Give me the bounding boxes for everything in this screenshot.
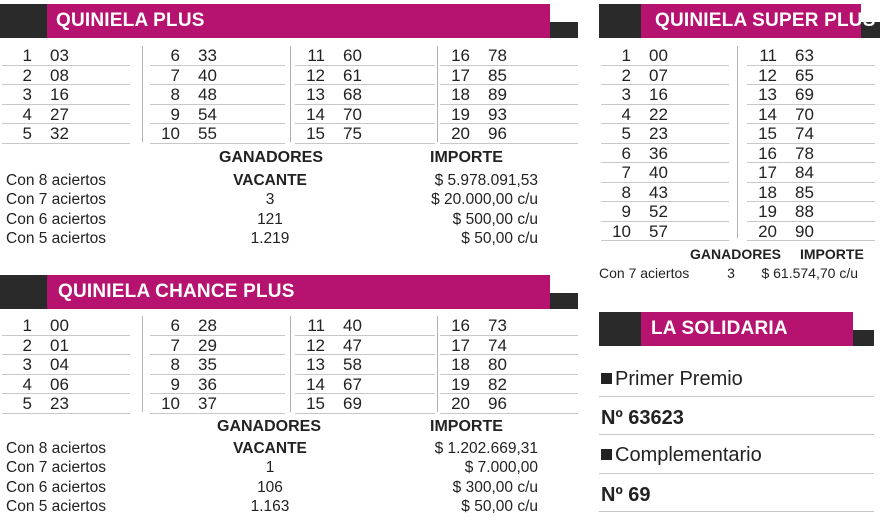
drawn-number: 47 [343, 335, 362, 355]
prize-amount: $ 5.978.091,53 [434, 172, 538, 189]
draw-position: 16 [758, 143, 777, 163]
complementary-label: Complementario [601, 444, 762, 467]
number-column [295, 46, 435, 144]
draw-position: 6 [170, 46, 180, 65]
drawn-number: 57 [649, 221, 668, 241]
drawn-number: 96 [488, 124, 507, 143]
draw-position: 17 [758, 163, 777, 182]
draw-position: 14 [306, 374, 325, 394]
amount-header: IMPORTE [430, 418, 503, 435]
number-column [440, 316, 578, 414]
complementary-number: Nº 69 [601, 484, 651, 506]
draw-position: 10 [612, 221, 631, 241]
drawn-number: 40 [198, 65, 217, 85]
winners-header: GANADORES [690, 246, 782, 262]
quiniela-plus-title: QUINIELA PLUS [56, 10, 205, 31]
draw-position: 13 [758, 85, 777, 104]
draw-position: 17 [451, 65, 470, 85]
drawn-number: 61 [343, 65, 362, 85]
prize-label: Con 7 aciertos [6, 191, 106, 209]
prize-label: Con 6 aciertos [6, 478, 106, 496]
quiniela-chance-banner [0, 275, 578, 309]
quiniela-super-grid [599, 46, 877, 242]
drawn-number: 06 [50, 374, 69, 394]
draw-position: 7 [170, 335, 180, 355]
drawn-number: 78 [488, 46, 507, 65]
draw-position: 4 [621, 104, 631, 124]
column-divider [142, 46, 143, 142]
number-row [150, 85, 285, 105]
drawn-number: 60 [343, 46, 362, 65]
number-row [601, 222, 729, 242]
draw-position: 5 [621, 124, 631, 143]
number-row [601, 163, 729, 183]
first-prize-label: Primer Premio [601, 368, 743, 391]
draw-position: 14 [306, 104, 325, 124]
drawn-number: 63 [795, 46, 814, 65]
draw-position: 11 [307, 316, 325, 335]
drawn-number: 16 [649, 85, 668, 104]
number-row [747, 183, 875, 203]
draw-position: 3 [22, 85, 32, 104]
number-row [440, 316, 578, 336]
drawn-number: 90 [795, 221, 814, 241]
draw-position: 5 [22, 394, 32, 413]
draw-position: 1 [621, 46, 631, 65]
draw-position: 19 [451, 374, 470, 394]
number-row [747, 144, 875, 164]
number-row [2, 66, 130, 86]
number-row [601, 144, 729, 164]
column-divider [437, 316, 438, 412]
number-row [295, 124, 435, 144]
number-row [2, 316, 130, 336]
number-row [747, 222, 875, 242]
prize-label: Con 6 aciertos [6, 210, 106, 228]
number-row [440, 46, 578, 66]
drawn-number: 40 [343, 316, 362, 335]
number-row [150, 394, 285, 414]
draw-position: 7 [170, 65, 180, 85]
prize-amount: $ 7.000,00 [464, 459, 538, 477]
number-row [295, 336, 435, 356]
quiniela-plus-banner [0, 4, 578, 38]
prize-winners: 1.219 [250, 229, 290, 247]
drawn-number: 69 [795, 85, 814, 104]
prize-winners: 3 [727, 265, 735, 281]
prize-label: Con 8 aciertos [6, 172, 106, 189]
number-row [747, 85, 875, 105]
drawn-number: 93 [488, 104, 507, 124]
column-divider [737, 46, 738, 238]
draw-position: 5 [22, 124, 32, 143]
drawn-number: 73 [488, 316, 507, 335]
draw-position: 18 [758, 182, 777, 202]
number-row [601, 105, 729, 125]
number-row [440, 85, 578, 105]
drawn-number: 84 [795, 163, 814, 182]
draw-position: 2 [22, 65, 32, 85]
number-row [2, 105, 130, 125]
prize-amount: $ 300,00 c/u [452, 478, 538, 496]
drawn-number: 32 [50, 124, 69, 143]
quiniela-super-title: QUINIELA SUPER PLUS [655, 10, 876, 31]
number-row [601, 183, 729, 203]
draw-position: 15 [758, 124, 777, 143]
drawn-number: 29 [198, 335, 217, 355]
draw-position: 6 [170, 316, 180, 335]
drawn-number: 58 [343, 355, 362, 374]
draw-position: 3 [621, 85, 631, 104]
drawn-number: 80 [488, 355, 507, 374]
draw-position: 6 [621, 143, 631, 163]
divider [599, 473, 874, 474]
drawn-number: 67 [343, 374, 362, 394]
quiniela-plus-grid [0, 46, 578, 144]
drawn-number: 40 [649, 163, 668, 182]
drawn-number: 27 [50, 104, 69, 124]
drawn-number: 85 [488, 65, 507, 85]
number-row [150, 375, 285, 395]
number-row [601, 66, 729, 86]
prize-label: Con 7 aciertos [599, 265, 690, 281]
draw-position: 10 [161, 124, 180, 143]
number-row [747, 46, 875, 66]
prize-amount: $ 1.202.669,31 [434, 440, 538, 457]
drawn-number: 69 [343, 394, 362, 413]
number-row [747, 124, 875, 144]
number-row [150, 66, 285, 86]
drawn-number: 03 [50, 46, 69, 65]
number-row [747, 163, 875, 183]
draw-position: 18 [451, 85, 470, 104]
number-row [747, 202, 875, 222]
prize-label: Con 7 aciertos [6, 459, 106, 477]
prize-amount: $ 61.574,70 c/u [761, 265, 858, 281]
column-divider [437, 46, 438, 142]
drawn-number: 28 [198, 316, 217, 335]
number-row [150, 105, 285, 125]
number-row [295, 66, 435, 86]
winners-header: GANADORES [217, 418, 322, 435]
number-row [295, 105, 435, 125]
number-row [2, 355, 130, 375]
drawn-number: 74 [488, 335, 507, 355]
prize-amount: $ 50,00 c/u [461, 497, 538, 515]
number-column [295, 316, 435, 414]
number-row [440, 336, 578, 356]
number-row [601, 124, 729, 144]
draw-position: 19 [758, 202, 777, 221]
drawn-number: 00 [649, 46, 668, 65]
column-divider [290, 46, 291, 142]
draw-position: 12 [758, 65, 777, 85]
prize-winners: VACANTE [233, 172, 307, 189]
number-row [440, 105, 578, 125]
drawn-number: 82 [488, 374, 507, 394]
number-row [440, 66, 578, 86]
draw-position: 11 [759, 46, 777, 65]
prize-winners: 1 [265, 459, 275, 477]
prize-amount: $ 500,00 c/u [452, 210, 538, 228]
drawn-number: 23 [649, 124, 668, 143]
draw-position: 12 [306, 65, 325, 85]
draw-position: 17 [451, 335, 470, 355]
draw-position: 16 [451, 46, 470, 65]
number-row [295, 85, 435, 105]
prize-winners: 106 [257, 478, 283, 496]
divider [599, 511, 874, 512]
divider [599, 396, 874, 397]
drawn-number: 01 [50, 335, 69, 355]
number-row [295, 394, 435, 414]
draw-position: 14 [758, 104, 777, 124]
draw-position: 11 [307, 46, 325, 65]
prize-label: Con 5 aciertos [6, 497, 106, 515]
drawn-number: 23 [50, 394, 69, 413]
amount-header: IMPORTE [800, 246, 864, 262]
draw-position: 3 [22, 355, 32, 374]
drawn-number: 68 [343, 85, 362, 104]
prize-winners: 3 [265, 191, 275, 209]
solidaria-banner [599, 312, 874, 346]
draw-position: 12 [306, 335, 325, 355]
number-row [2, 336, 130, 356]
drawn-number: 36 [649, 143, 668, 163]
square-bullet-icon [601, 373, 612, 384]
drawn-number: 96 [488, 394, 507, 413]
number-column [150, 46, 285, 144]
number-row [150, 355, 285, 375]
prize-winners: VACANTE [233, 440, 307, 457]
column-divider [290, 316, 291, 412]
drawn-number: 16 [50, 85, 69, 104]
drawn-number: 35 [198, 355, 217, 374]
drawn-number: 04 [50, 355, 69, 374]
number-row [2, 46, 130, 66]
prize-label: Con 8 aciertos [6, 440, 106, 457]
drawn-number: 78 [795, 143, 814, 163]
draw-position: 15 [306, 124, 325, 143]
number-row [747, 66, 875, 86]
amount-header: IMPORTE [430, 149, 503, 166]
drawn-number: 74 [795, 124, 814, 143]
number-row [440, 375, 578, 395]
draw-position: 18 [451, 355, 470, 374]
draw-position: 2 [22, 335, 32, 355]
drawn-number: 22 [649, 104, 668, 124]
draw-position: 20 [451, 124, 470, 143]
number-column [150, 316, 285, 414]
number-column [2, 46, 130, 144]
drawn-number: 65 [795, 65, 814, 85]
number-row [2, 375, 130, 395]
quiniela-chance-title: QUINIELA CHANCE PLUS [58, 281, 295, 302]
solidaria-title: LA SOLIDARIA [651, 318, 788, 339]
number-row [150, 316, 285, 336]
draw-position: 20 [758, 221, 777, 241]
draw-position: 13 [306, 85, 325, 104]
number-row [601, 46, 729, 66]
draw-position: 4 [22, 104, 32, 124]
drawn-number: 43 [649, 182, 668, 202]
draw-position: 9 [621, 202, 631, 221]
drawn-number: 55 [198, 124, 217, 143]
draw-position: 8 [170, 355, 180, 374]
drawn-number: 70 [795, 104, 814, 124]
draw-position: 7 [621, 163, 631, 182]
drawn-number: 48 [198, 85, 217, 104]
winners-header: GANADORES [219, 149, 324, 166]
draw-position: 2 [621, 65, 631, 85]
drawn-number: 33 [198, 46, 217, 65]
number-row [601, 85, 729, 105]
number-row [150, 124, 285, 144]
drawn-number: 07 [649, 65, 668, 85]
draw-position: 9 [170, 104, 180, 124]
prize-winners: 1.163 [250, 497, 290, 515]
quiniela-super-banner [599, 4, 880, 38]
number-column [747, 46, 875, 241]
draw-position: 13 [306, 355, 325, 374]
drawn-number: 89 [488, 85, 507, 104]
draw-position: 1 [22, 316, 32, 335]
column-divider [142, 316, 143, 412]
number-row [440, 355, 578, 375]
number-row [150, 336, 285, 356]
first-prize-number: Nº 63623 [601, 407, 684, 429]
number-column [601, 46, 729, 241]
draw-position: 8 [621, 182, 631, 202]
drawn-number: 70 [343, 104, 362, 124]
prize-amount: $ 20.000,00 c/u [431, 191, 538, 209]
prize-winners: 121 [257, 210, 283, 228]
number-row [2, 85, 130, 105]
draw-position: 16 [451, 316, 470, 335]
drawn-number: 52 [649, 202, 668, 221]
draw-position: 20 [451, 394, 470, 413]
number-row [295, 355, 435, 375]
drawn-number: 88 [795, 202, 814, 221]
drawn-number: 36 [198, 374, 217, 394]
draw-position: 1 [22, 46, 32, 65]
draw-position: 4 [22, 374, 32, 394]
draw-position: 15 [306, 394, 325, 413]
number-row [2, 124, 130, 144]
drawn-number: 00 [50, 316, 69, 335]
square-bullet-icon [601, 449, 612, 460]
drawn-number: 85 [795, 182, 814, 202]
number-row [601, 202, 729, 222]
draw-position: 8 [170, 85, 180, 104]
number-row [2, 394, 130, 414]
prize-amount: $ 50,00 c/u [461, 229, 538, 247]
number-row [150, 46, 285, 66]
drawn-number: 54 [198, 104, 217, 124]
draw-position: 9 [170, 374, 180, 394]
quiniela-chance-grid [0, 316, 578, 414]
number-row [295, 316, 435, 336]
drawn-number: 37 [198, 394, 217, 413]
draw-position: 19 [451, 104, 470, 124]
drawn-number: 75 [343, 124, 362, 143]
number-row [440, 124, 578, 144]
number-row [747, 105, 875, 125]
prize-label: Con 5 aciertos [6, 229, 106, 247]
number-row [295, 46, 435, 66]
number-row [440, 394, 578, 414]
number-column [2, 316, 130, 414]
number-row [295, 375, 435, 395]
divider [599, 434, 874, 435]
draw-position: 10 [161, 394, 180, 413]
number-column [440, 46, 578, 144]
drawn-number: 08 [50, 65, 69, 85]
